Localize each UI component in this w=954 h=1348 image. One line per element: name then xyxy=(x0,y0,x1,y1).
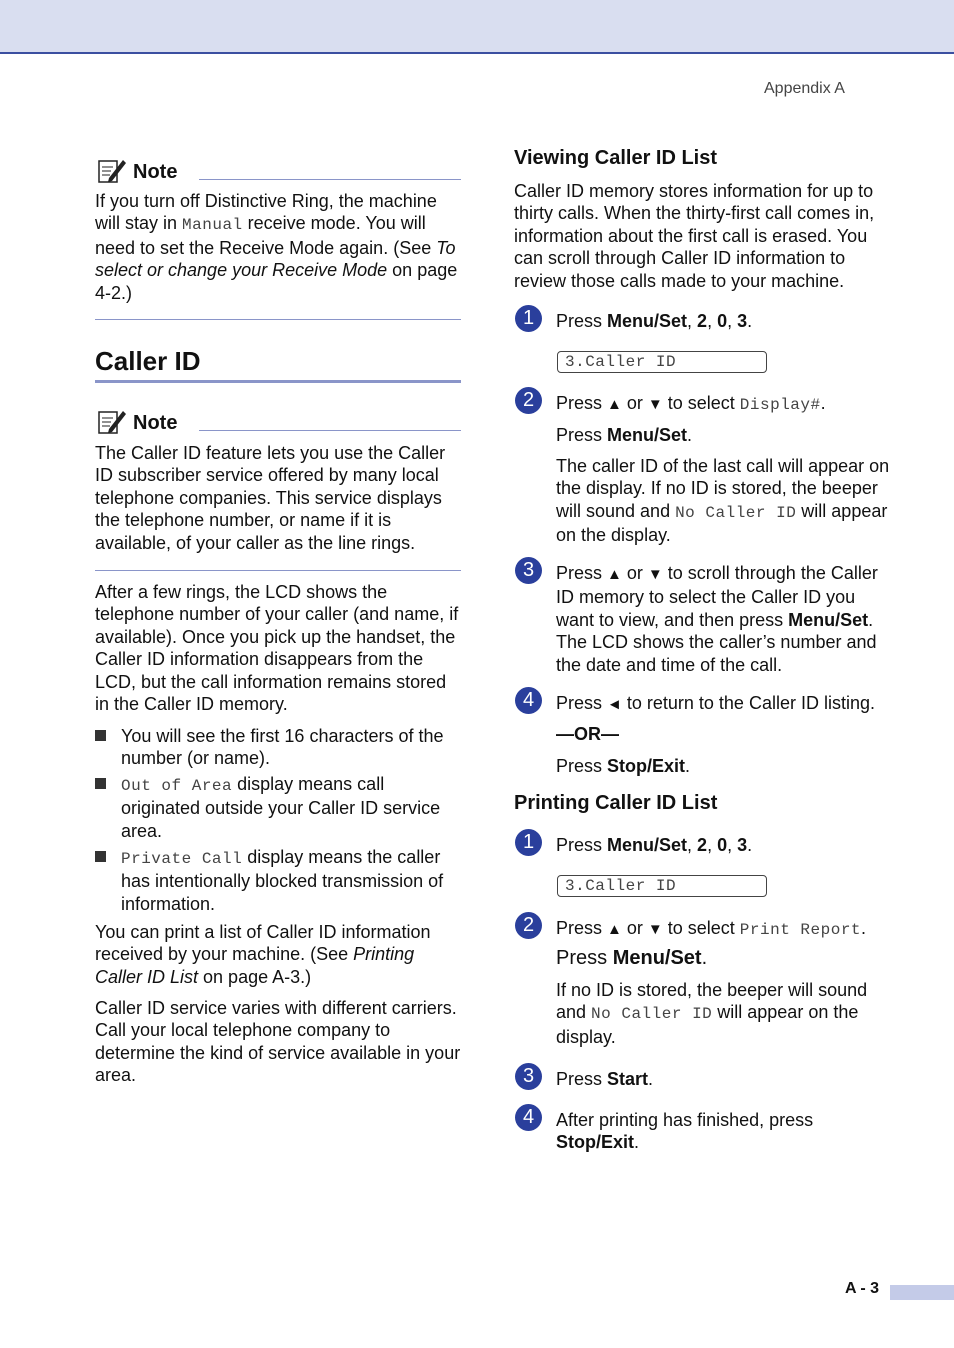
step-text: Press Start. xyxy=(556,1069,654,1089)
step-text: Press Menu/Set, 2, 0, 3. xyxy=(556,311,753,331)
step-number-1: 1 xyxy=(515,305,542,332)
lcd-display: 3.Caller ID xyxy=(557,351,767,373)
note-label: Note xyxy=(133,161,178,183)
note-pencil-icon xyxy=(97,156,127,184)
footer-bar xyxy=(890,1285,954,1300)
section-title-rule xyxy=(95,380,461,383)
body-paragraph: Caller ID service varies with different carriers. Call your local telephone company to determine the kind of service available in your area. xyxy=(95,998,461,1086)
lcd-display: 3.Caller ID xyxy=(557,875,767,897)
step-number-3: 3 xyxy=(515,557,542,584)
step-text: Press ◄ to return to the Caller ID listing. xyxy=(556,693,875,713)
step-number-2: 2 xyxy=(515,387,542,414)
step-text: Press ▲ or ▼ to select Display#. xyxy=(556,393,826,414)
note-end-rule xyxy=(95,570,461,571)
step-number-4: 4 xyxy=(515,1104,542,1131)
section-title: Caller ID xyxy=(95,346,201,376)
step-text: Press ▲ or ▼ to scroll through the Caller ID memory to select the Caller ID you want to view, and then press Menu/Set. The LCD shows the caller’s number and the date and time of the call. xyxy=(556,563,878,675)
up-arrow-icon: ▲ xyxy=(607,396,622,413)
left-arrow-icon: ◄ xyxy=(607,696,622,713)
subsection-title: Viewing Caller ID List xyxy=(514,147,718,169)
down-arrow-icon: ▼ xyxy=(647,921,663,938)
note-label: Note xyxy=(133,412,178,434)
step-text: If no ID is stored, the beeper will sound and No Caller ID will appear on the display. xyxy=(556,980,868,1047)
body-paragraph: You can print a list of Caller ID information received by your machine. (See Printing Caller ID List on page A-3.) xyxy=(95,922,431,987)
step-number-2: 2 xyxy=(515,912,542,939)
step-text: Press ▲ or ▼ to select Print Report. xyxy=(556,918,867,939)
step-number-3: 3 xyxy=(515,1063,542,1090)
step-text: Press Stop/Exit. xyxy=(556,756,691,776)
list-item: Out of Area display means call originated outside your Caller ID service area. xyxy=(95,773,461,842)
note-text: If you turn off Distinctive Ring, the machine will stay in Manual receive mode. You will need to set the Receive Mode again. (See To select or change your Receive Mode on page 4-2.) xyxy=(95,191,458,303)
note-end-rule xyxy=(95,319,461,320)
bullet-square-icon xyxy=(95,778,106,789)
down-arrow-icon: ▼ xyxy=(647,396,663,413)
note-pencil-icon xyxy=(97,407,127,435)
step-text: Press Menu/Set. xyxy=(556,947,708,969)
list-item: Private Call display means the caller has intentionally blocked transmission of information. xyxy=(95,846,461,915)
down-arrow-icon: ▼ xyxy=(647,566,663,583)
note-heading xyxy=(97,156,177,184)
bullet-square-icon xyxy=(95,730,106,741)
note-text: The Caller ID feature lets you use the Caller ID subscriber service offered by many local telephone companies. This service displays the telephone number, or name if it is available, of your caller as the line rings. xyxy=(95,443,446,553)
body-paragraph: After a few rings, the LCD shows the telephone number of your caller (and name, if available). Once you pick up the handset, the Caller ID information disappears from the LCD, but the call information remains stored in the Caller ID memory. xyxy=(95,582,459,715)
page-number: A - 3 xyxy=(845,1280,880,1297)
step-text: After printing has finished, press Stop/Exit. xyxy=(556,1110,814,1153)
up-arrow-icon: ▲ xyxy=(607,566,622,583)
or-separator: —OR— xyxy=(556,724,619,744)
step-text: Press Menu/Set. xyxy=(556,425,693,445)
step-number-4: 4 xyxy=(515,687,542,714)
note-rule xyxy=(199,430,461,431)
step-text: Press Menu/Set, 2, 0, 3. xyxy=(556,835,753,855)
header-bar xyxy=(0,0,954,54)
running-header: Appendix A xyxy=(764,80,845,97)
up-arrow-icon: ▲ xyxy=(607,921,622,938)
list-item: You will see the first 16 characters of the number (or name). xyxy=(95,725,461,770)
subsection-title: Printing Caller ID List xyxy=(514,792,718,814)
step-number-1: 1 xyxy=(515,829,542,856)
note-rule xyxy=(199,179,461,180)
body-paragraph: Caller ID memory stores information for up to thirty calls. When the thirty-first call comes in, information about the first call is erased. You can scroll through Caller ID information to review those calls made to your machine. xyxy=(514,181,875,291)
note-heading xyxy=(97,407,177,435)
bullet-square-icon xyxy=(95,851,106,862)
step-text: The caller ID of the last call will appear on the display. If no ID is stored, the beeper will sound and No Caller ID will appear on the display. xyxy=(556,456,890,546)
